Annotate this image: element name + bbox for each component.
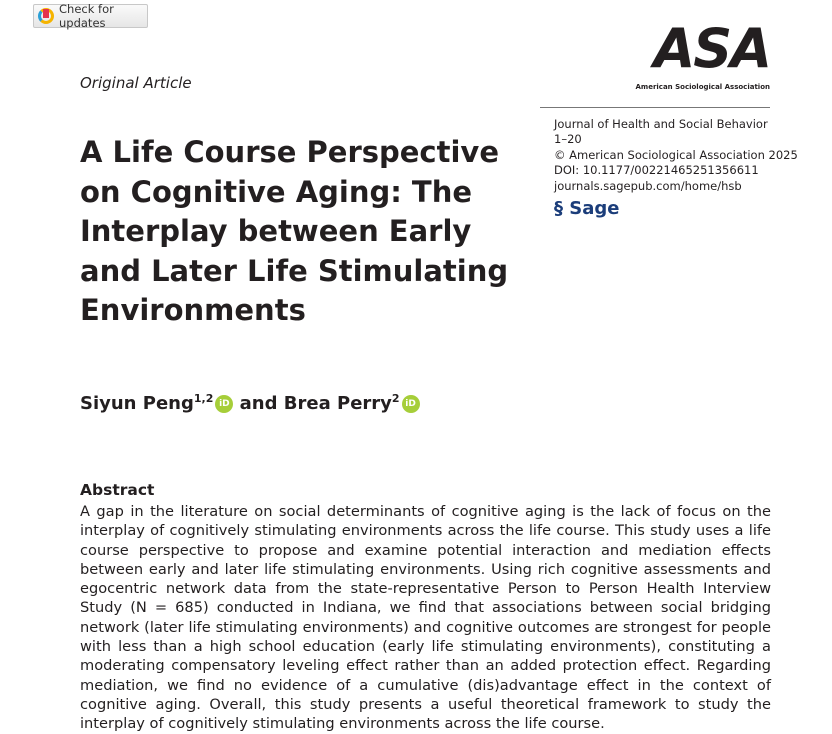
author-name: Siyun Peng: [80, 393, 194, 414]
author-join: and: [239, 393, 278, 414]
check-for-updates-label: Check for updates: [59, 2, 114, 30]
article-type: Original Article: [80, 74, 192, 92]
author-name: Brea Perry: [283, 393, 392, 414]
divider: [540, 107, 770, 108]
authors: [80, 391, 420, 417]
crossmark-icon: [38, 8, 54, 24]
sage-icon: §: [554, 198, 563, 219]
doi[interactable]: DOI: 10.1177/00221465251356611: [554, 163, 759, 178]
sage-logo: [554, 198, 619, 220]
orcid-icon[interactable]: iD: [402, 395, 420, 413]
journal-name: Journal of Health and Social Behavior: [554, 117, 768, 131]
abstract-text: A gap in the literature on social determinants of cognitive aging is the lack of focus on the interplay of cognitively stimulating environments across the life course. This study uses a life course perspective to propose and examine potential interaction and mediation effects between early and later life stimulating environments. Using rich cognitive assessments and egocentric network data from the state-representative Person to Person Health Interview Study (N = 685) conducted in Indiana, we find that associations between social bridging network (later life stimulating environments) and cognitive outcomes are strongest for people with less than a high school education (early life stimulating environments), constituting a moderating compensatory leveling effect rather than an added protection effect. Regarding mediation, we find no evidence of a cumulative (dis)advantage effect in the context of cognitive aging. Overall, this study presents a useful theoretical framework to study the interplay of cognitively stimulating environments across the life course.: [80, 503, 771, 733]
logo-subtitle: American Sociological Association: [635, 83, 770, 91]
asa-logo: [600, 18, 770, 92]
check-for-updates-button[interactable]: [33, 4, 148, 28]
orcid-icon[interactable]: iD: [215, 395, 233, 413]
page-range: 1–20: [554, 132, 582, 147]
copyright: © American Sociological Association 2025: [554, 147, 798, 162]
affiliation: 1,2: [193, 392, 214, 405]
journal-url[interactable]: journals.sagepub.com/home/hsb: [554, 178, 742, 193]
publisher-name: Sage: [569, 198, 620, 219]
paper-title: A Life Course Perspective on Cognitive Aging: The Interplay between Early and Later Life Stimulating Environments: [80, 135, 509, 327]
logo-text: ASA: [653, 17, 770, 80]
affiliation: 2: [391, 392, 400, 405]
abstract-heading: Abstract: [80, 481, 155, 499]
journal-meta: [554, 117, 798, 194]
